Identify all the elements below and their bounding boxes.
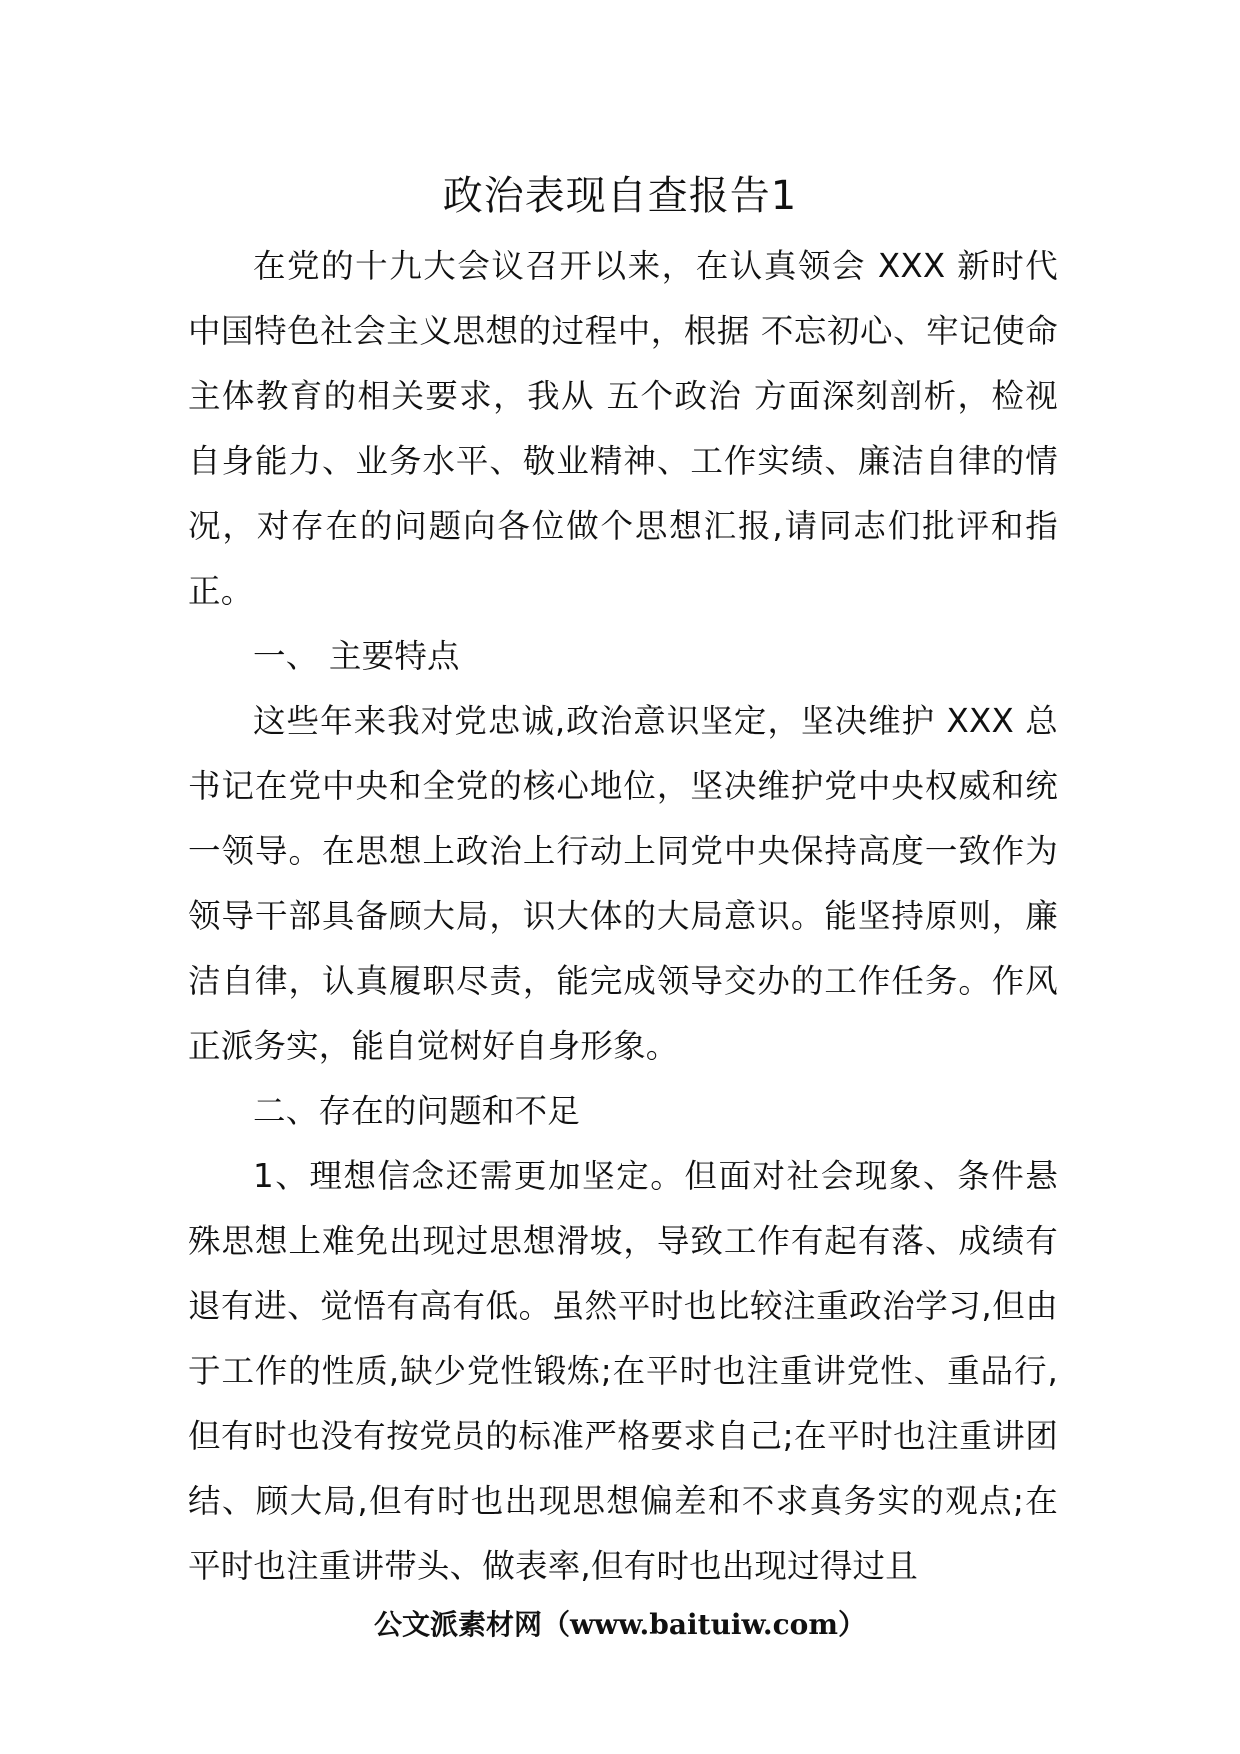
document-title: 政治表现自查报告1	[442, 173, 798, 219]
section-heading-main-features: 一、 主要特点	[253, 637, 460, 675]
source-watermark-footer: 公文派素材网（www.baituiw.com）	[374, 1608, 866, 1641]
section-heading-problems: 二、存在的问题和不足	[253, 1092, 581, 1130]
document-body	[188, 234, 1058, 1599]
intro-paragraph: 在党的十九大会议召开以来，在认真领会 XXX 新时代中国特色社会主义思想的过程中，根据 不忘初心、牢记使命 主体教育的相关要求，我从 五个政治 方面深刻剖析，检视自身能力、业务水平、敬业精神、工作实绩、廉洁自律的情况，对存在的问题向各位做个思想汇报,请同志们批评和指正。	[188, 247, 1058, 610]
problem-item-1-paragraph: 1、理想信念还需更加坚定。但面对社会现象、条件悬殊思想上难免出现过思想滑坡，导致工作有起有落、成绩有退有进、觉悟有高有低。虽然平时也比较注重政治学习,但由于工作的性质,缺少党性锻炼;在平时也注重讲党性、重品行,但有时也没有按党员的标准严格要求自己;在平时也注重讲团结、顾大局,但有时也出现思想偏差和不求真务实的观点;在平时也注重讲带头、做表率,但有时也出现过得过且	[188, 1157, 1058, 1585]
main-features-paragraph: 这些年来我对党忠诚,政治意识坚定，坚决维护 XXX 总书记在党中央和全党的核心地位，坚决维护党中央权威和统一领导。在思想上政治上行动上同党中央保持高度一致作为领导干部具备顾大局，识大体的大局意识。能坚持原则，廉洁自律，认真履职尽责，能完成领导交办的工作任务。作风正派务实，能自觉树好自身形象。	[188, 702, 1058, 1065]
